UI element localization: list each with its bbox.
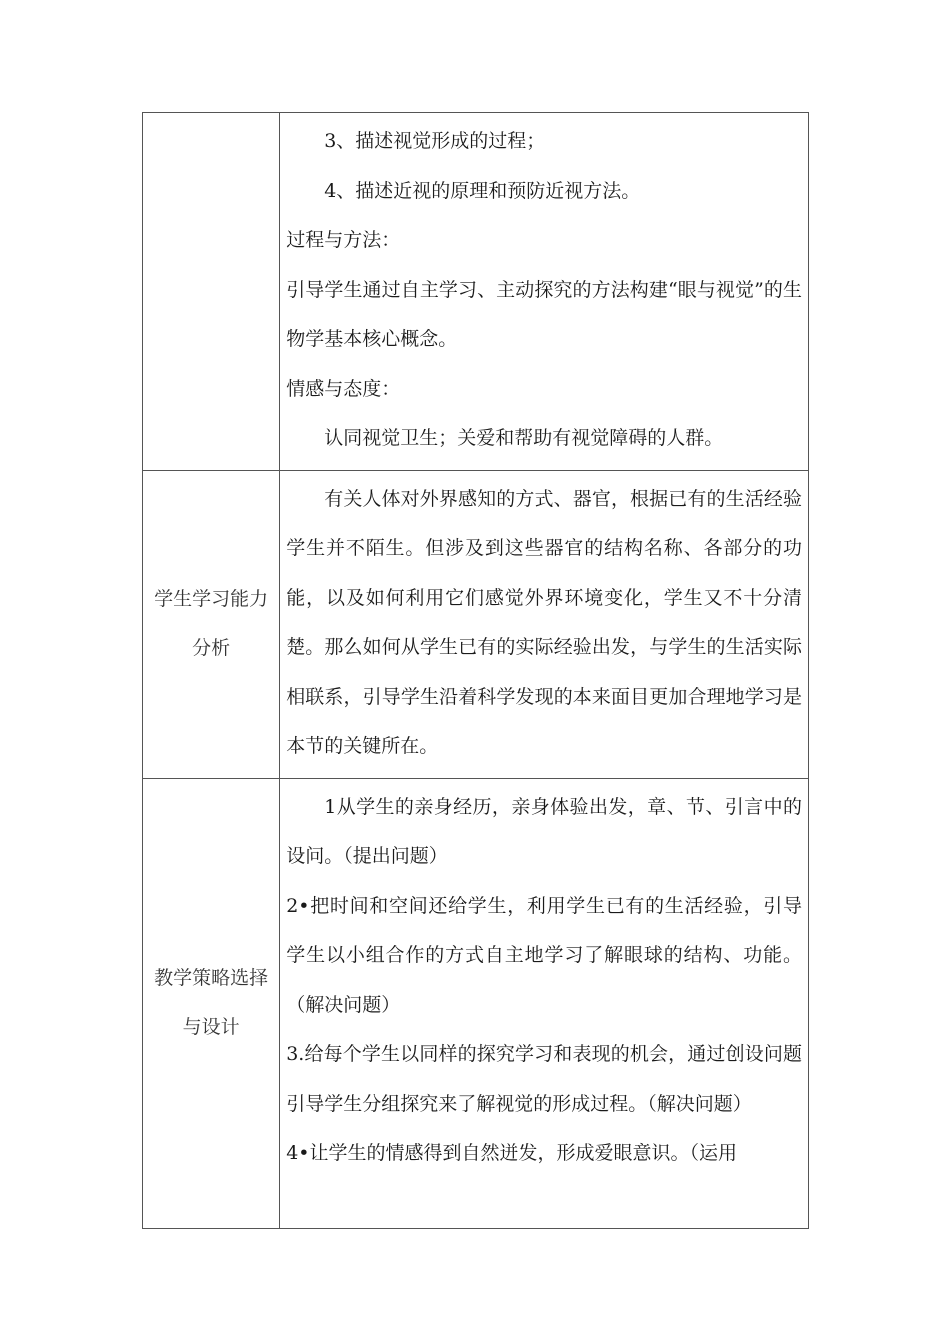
- lesson-plan-table: [142, 112, 809, 1229]
- strategy-content-cell: [280, 778, 809, 1228]
- objective-item-3: 3、描述视觉形成的过程；: [324, 130, 546, 152]
- objectives-label-cell: [143, 113, 280, 471]
- analysis-text: 有关人体对外界感知的方式、器官，根据已有的生活经验学生并不陌生。但涉及到这些器官的结构名称、各部分的功能，以及如何利用它们感觉外界环境变化，学生又不十分清楚。那么如何从学生已有的实际经验出发，与学生的生活实际相联系，引导学生沿着科学发现的本来面目更加合理地学习是本节的关键所在。: [286, 487, 802, 757]
- objective-item-4: 4、描述近视的原理和预防近视方法。: [324, 179, 641, 202]
- strategy-label: 教学策略选择与设计: [143, 778, 280, 1228]
- strategy-item-4: 4•让学生的情感得到自然迸发，形成爱眼意识。（运用: [286, 1142, 737, 1164]
- analysis-row: [143, 470, 809, 778]
- strategy-row: [143, 778, 809, 1228]
- strategy-item-2: 2•把时间和空间还给学生，利用学生已有的生活经验，引导学生以小组合作的方式自主地学习了解眼球的结构、功能。（解决问题）: [286, 894, 802, 1016]
- emotion-text: 认同视觉卫生；关爱和帮助有视觉障碍的人群。: [324, 427, 724, 449]
- strategy-item-1: 1从学生的亲身经历，亲身体验出发，章、节、引言中的设问。（提出问题）: [286, 795, 802, 867]
- process-heading: 过程与方法：: [286, 229, 401, 251]
- strategy-item-3: 3.给每个学生以同样的探究学习和表现的机会，通过创设问题引导学生分组探究来了解视觉的形成过程。（解决问题）: [286, 1043, 802, 1115]
- emotion-heading: 情感与态度：: [286, 377, 401, 400]
- analysis-content-cell: [280, 470, 809, 778]
- process-text: 引导学生通过自主学习、主动探究的方法构建“眼与视觉”的生物学基本核心概念。: [286, 278, 802, 350]
- objectives-row: [143, 113, 809, 471]
- analysis-label: 学生学习能力分析: [143, 470, 280, 778]
- objectives-content-cell: [280, 113, 809, 471]
